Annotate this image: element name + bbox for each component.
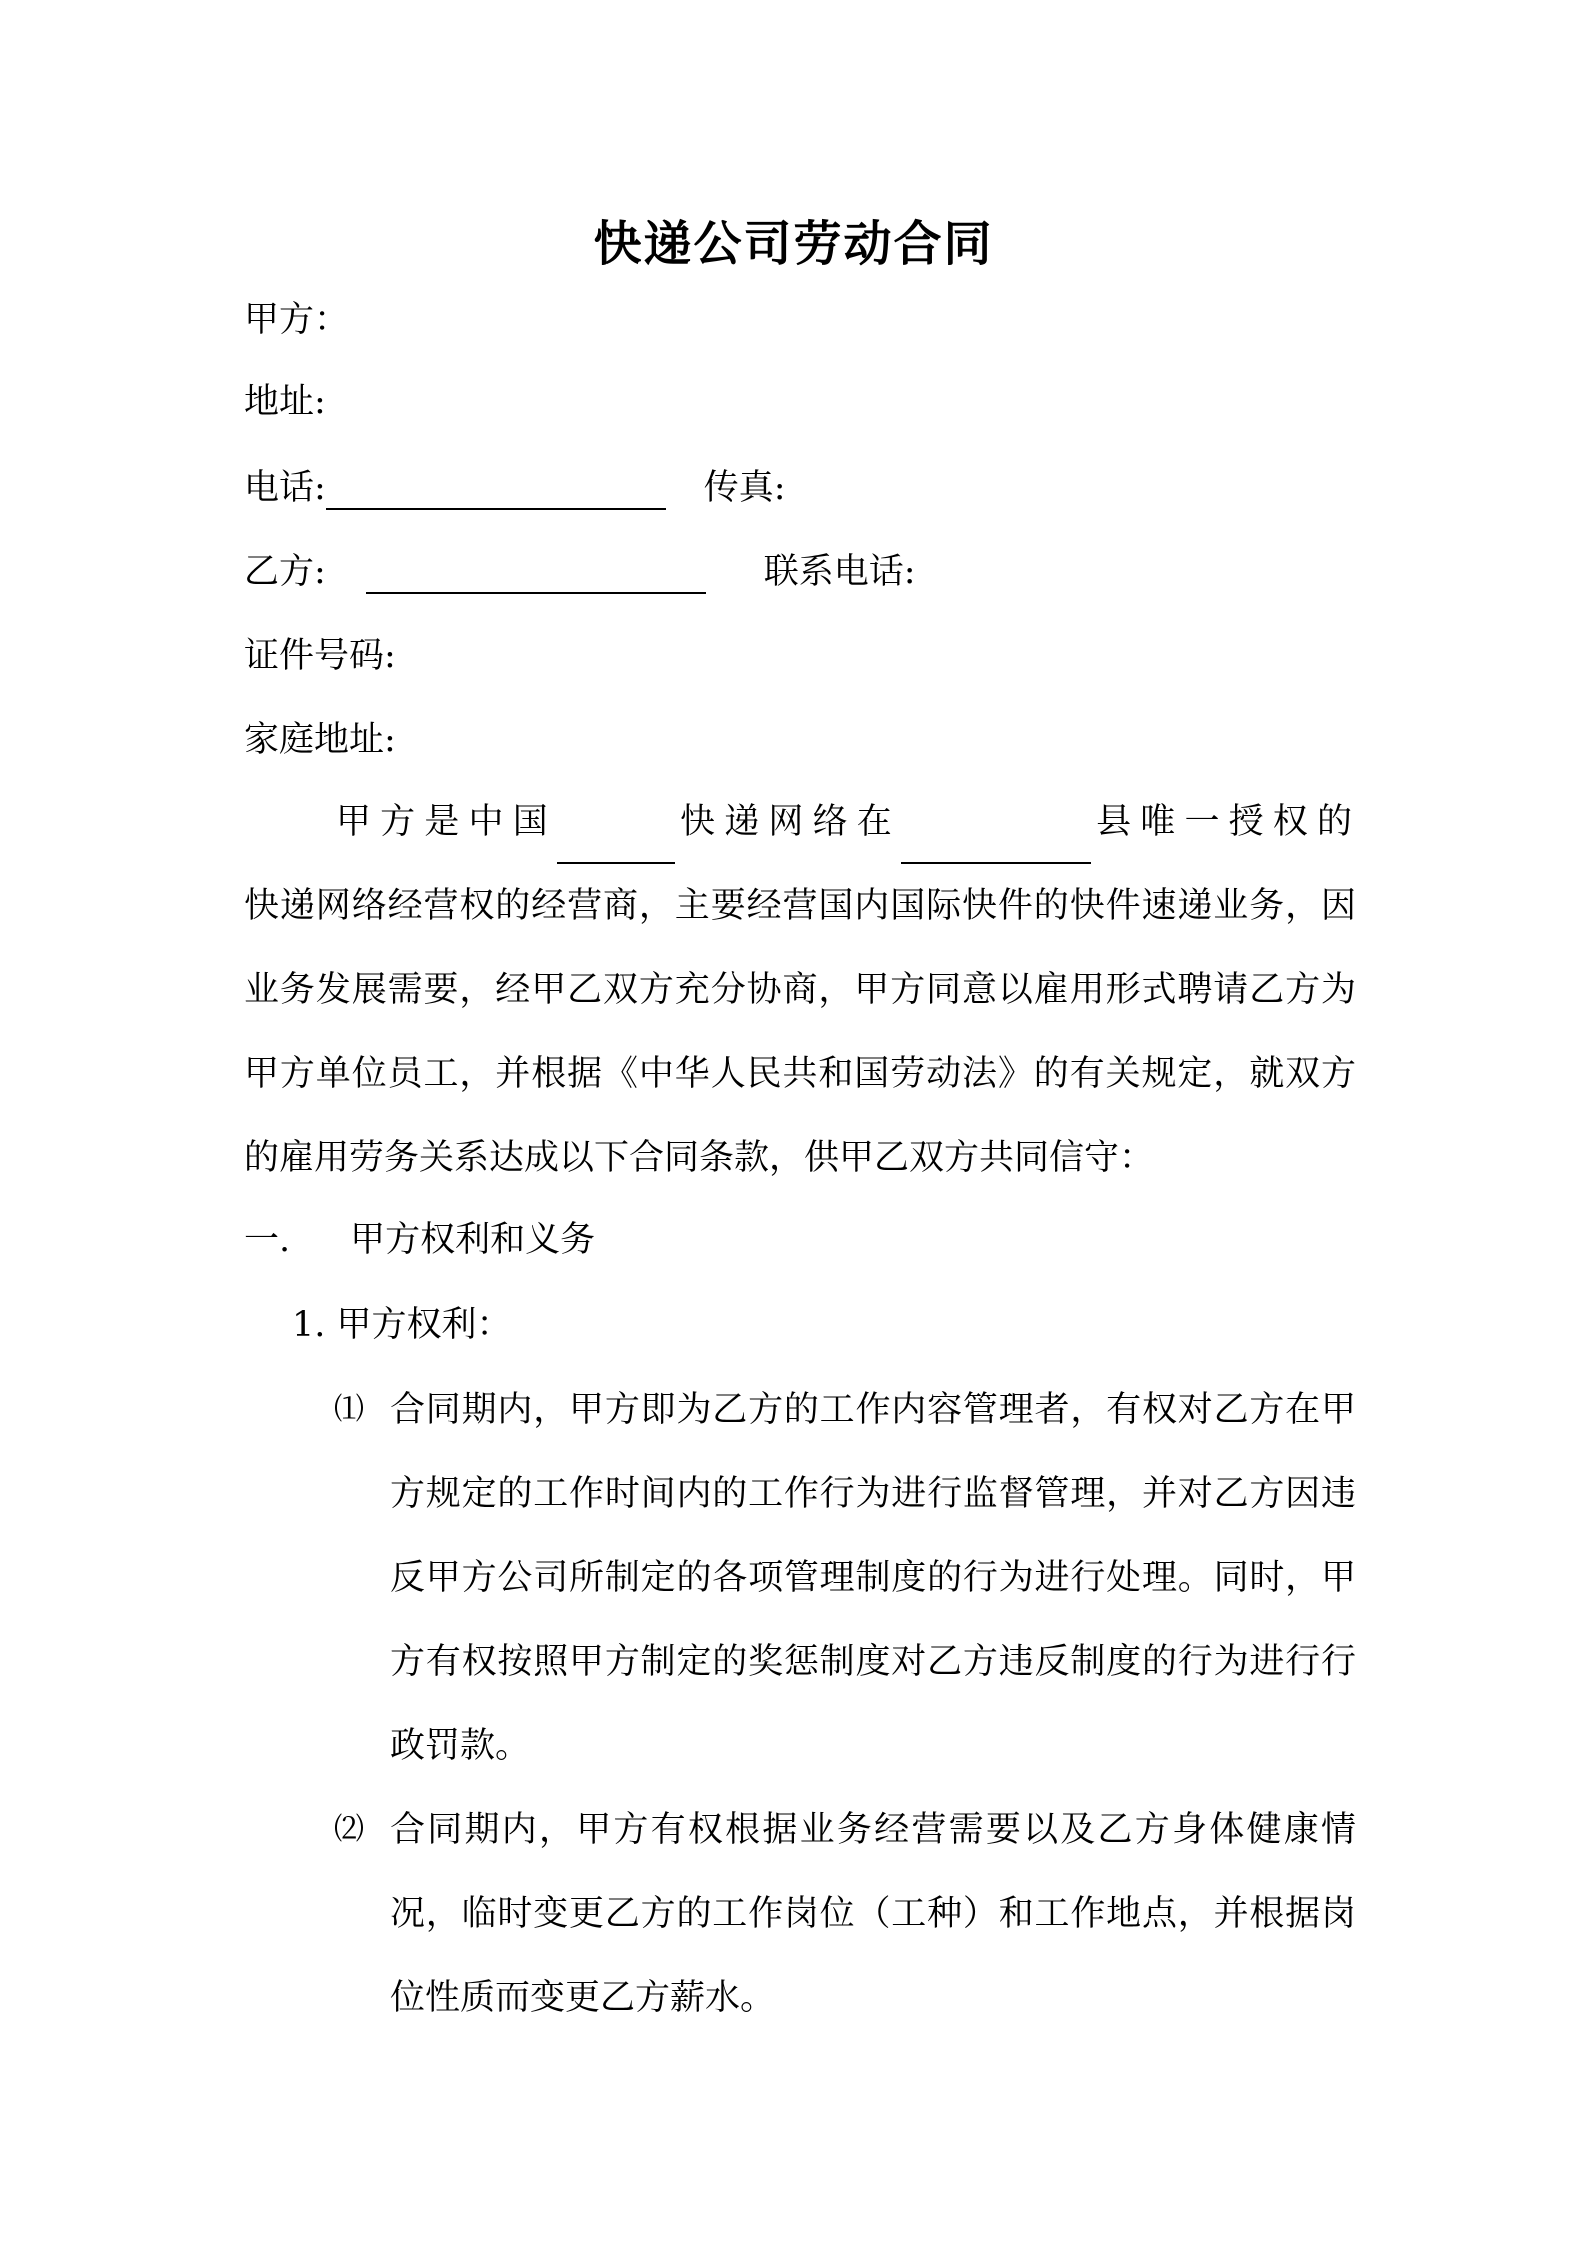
phone-row [244, 466, 786, 510]
phone-blank [326, 474, 666, 510]
address-field: 地址: [244, 382, 326, 422]
party-b-label: 乙方: [244, 552, 326, 592]
item-2-text: 合同期内，甲方有权根据业务经营需要以及乙方身体健康情况，临时变更乙方的工作岗位（工种）和工作地点，并根据岗位性质而变更乙方薪水。 [390, 1810, 1356, 2018]
home-address-field: 家庭地址: [244, 720, 396, 760]
brand-blank [557, 828, 675, 864]
party-b-blank [366, 558, 706, 594]
section-1-number: 一. [244, 1220, 291, 1260]
fax-label: 传真: [703, 468, 786, 508]
party-a-field: 甲方： [244, 300, 350, 340]
item-1-number: ⑴ [334, 1392, 364, 1427]
intro-body: 快递网络经营权的经营商，主要经营国内国际快件的快件速递业务，因业务发展需要，经甲乙双方充分协商，甲方同意以雇用形式聘请乙方为甲方单位员工，并根据《中华人民共和国劳动法》的有关规定，就双方的雇用劳务关系达成以下合同条款，供甲乙双方共同信守： [244, 886, 1356, 1178]
id-number-field: 证件号码: [244, 636, 396, 676]
document-title: 快递公司劳动合同 [593, 216, 994, 272]
section-1-heading [244, 1198, 595, 1282]
party-b-row [244, 550, 916, 594]
intro-part-2: 快递网络在 [674, 802, 901, 842]
intro-paragraph [244, 780, 1356, 1200]
item-2-number: ⑵ [334, 1812, 364, 1847]
phone-label: 电话: [244, 468, 326, 508]
subsection-1-heading: 1. 甲方权利： [292, 1305, 512, 1345]
intro-part-1: 甲方是中国 [336, 802, 557, 842]
intro-part-3: 县唯一授权的 [1090, 802, 1356, 842]
intro-first-line [244, 780, 1356, 864]
contact-phone-label: 联系电话: [763, 552, 916, 592]
county-blank [901, 828, 1091, 864]
section-1-title: 甲方权利和义务 [350, 1220, 596, 1260]
item-1-text: 合同期内，甲方即为乙方的工作内容管理者，有权对乙方在甲方规定的工作时间内的工作行为进行监督管理，并对乙方因违反甲方公司所制定的各项管理制度的行为进行处理。同时，甲方有权按照甲方制定的奖惩制度对乙方违反制度的行为进行行政罚款。 [390, 1390, 1356, 1766]
